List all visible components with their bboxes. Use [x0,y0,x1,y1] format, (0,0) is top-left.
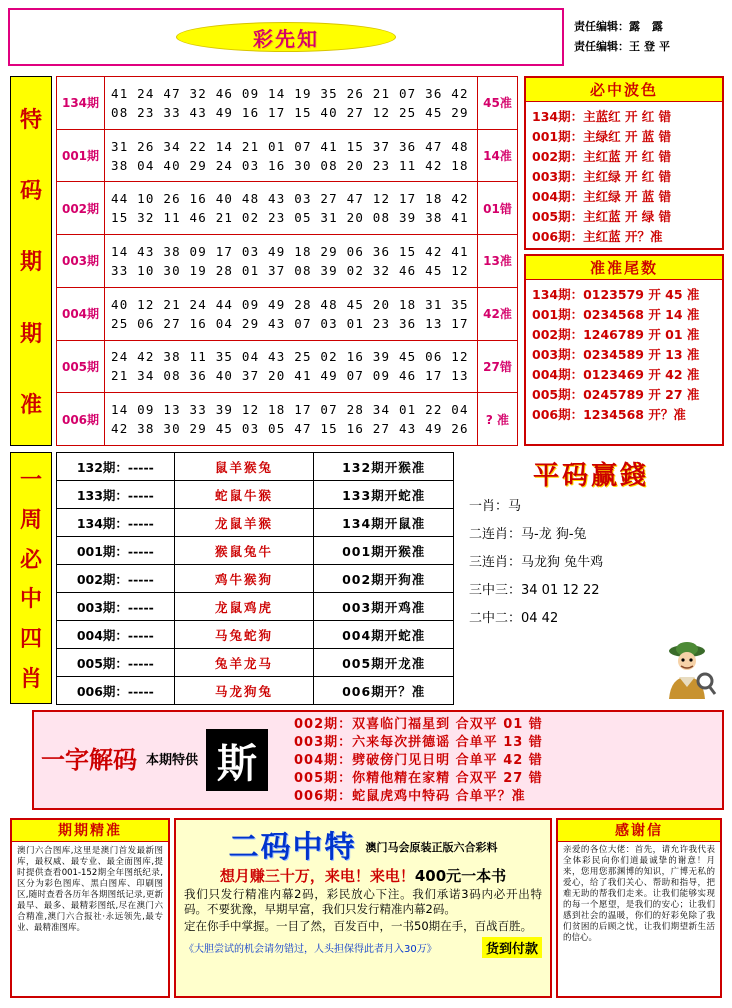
editor-line-2 [574,37,724,57]
page-title: 彩先知 [253,26,319,51]
table-row [57,677,454,705]
row-period: 003期 [57,235,105,288]
pingma-line-5: 二中二：04 42 [469,611,559,626]
bottom-col2-footer-right: 货到付款 [482,937,542,958]
row-numbers-line1: 40 12 21 24 44 09 49 28 48 45 20 18 31 35 [111,296,469,312]
pingma-line-1: 一肖：马 [469,499,522,514]
weishu-line: 002期：1246789 开 01 准 [532,327,700,342]
bottom-col2-footer [176,935,550,960]
weishu-line: 006期：1234568 开？准 [532,407,686,422]
yizi-mid-text: 本期特供 [145,752,198,768]
zhunzhun-weishu-title: 准准尾数 [526,256,722,280]
header-title-panel [8,8,564,66]
vertical-banner-char: 期 [19,250,42,276]
bose-line: 001期：主绿红 开 蓝 错 [532,129,672,144]
vertical-banner-char: 准 [19,392,42,418]
bottom-col2-para2: 定在你手中掌握。一目了然，百发百中，一书50期在手，百战百胜。 [184,919,533,933]
yizi-rows [274,712,722,808]
week-period: 134期：----- [57,509,175,537]
weishu-line: 005期：0245789 开 27 准 [532,387,700,402]
bose-line: 006期：主红蓝 开？准 [532,229,663,244]
yizi-char-wrap [200,712,274,808]
yizi-row: 002期：双喜临门福星到 合双平 01 错 [294,717,543,732]
bose-line: 004期：主红绿 开 蓝 错 [532,189,672,204]
yizi-row: 005期：你精他精在家精 合双平 27 错 [294,771,543,786]
detective-icon [655,637,719,701]
yizi-row: 006期：蛇鼠虎鸡中特码 合单平？准 [294,789,526,804]
row-numbers [105,287,478,340]
table-row [57,509,454,537]
week-animals: 马龙狗兔 [174,677,314,705]
row-period: 001期 [57,129,105,182]
bottom-col2-header [176,820,550,866]
bottom-col2-title: 二码中特 [228,830,357,865]
row-result: ? 准 [478,393,518,446]
header-editor-panel [564,8,724,66]
bottom-col2-headline [176,866,550,886]
bottom-col-ganxiexin [556,818,722,998]
bottom-col2-headline-red: 想月赚三十万，来电！来电！ [219,867,415,885]
table-row [57,453,454,481]
table-row [57,621,454,649]
bottom-col1-body: 澳门六合图库,这里是澳门首发最新图库，最权威、最专业、最全面图库,提时提供查看001-152期全年图纸纪录,区分为彩色图库、黑白图库、印刷图区,随时查看各历年各期图纸记录,更新最早、最多、最精彩图纸,尽在澳门六合精准,澳门六合报社·永远领先,最专业、最精准图库。 [17,846,163,933]
table-row [57,182,518,235]
week-animals: 龙鼠鸡虎 [174,593,314,621]
week-animals: 鼠羊猴兔 [174,453,314,481]
yizi-row: 003期：六来每次拼德谣 合单平 13 错 [294,735,543,750]
zhunzhun-weishu-box [524,254,724,446]
week-period: 006期：----- [57,677,175,705]
yizi-mid-label [144,712,200,808]
week-animals: 鸡牛猴狗 [174,565,314,593]
row-period: 005期 [57,340,105,393]
week-period: 002期：----- [57,565,175,593]
pingma-line-4: 三中三：34 01 12 22 [469,583,600,598]
week-result: 004期开蛇准 [314,621,454,649]
row-numbers-line1: 41 24 47 32 46 09 14 19 35 26 21 07 36 42 [111,85,469,101]
table-row [57,77,518,130]
row-numbers-line1: 14 09 13 33 39 12 18 17 07 28 34 01 22 04 [111,402,469,418]
editor-value-2: 王登平 [629,40,674,53]
zhunzhun-weishu-list [526,280,722,430]
vertical-banner-char: 必 [19,547,42,573]
week-period: 001期：----- [57,537,175,565]
week-result: 006期开？准 [314,677,454,705]
bottom-col3-title: 感谢信 [558,820,720,842]
row-numbers [105,77,478,130]
row-numbers [105,129,478,182]
table-row [57,649,454,677]
row-numbers-line1: 44 10 26 16 40 48 43 03 27 47 12 17 18 42 [111,191,469,207]
weishu-line: 004期：0123469 开 42 准 [532,367,700,382]
week-animals: 猴鼠兔牛 [174,537,314,565]
table-row [57,393,518,446]
bose-line: 134期：主蓝红 开 红 错 [532,109,672,124]
row-numbers [105,393,478,446]
row-numbers [105,235,478,288]
pingma-line-2: 二连肖：马-龙 狗-兔 [469,527,587,542]
week-result: 005期开龙准 [314,649,454,677]
vertical-banner-tema [10,76,52,446]
vertical-banner-char: 期 [19,321,42,347]
week-result: 003期开鸡准 [314,593,454,621]
row-result: 42准 [478,287,518,340]
row-period: 004期 [57,287,105,340]
row-numbers [105,340,478,393]
numbers-table [56,76,518,446]
week-animals: 马兔蛇狗 [174,621,314,649]
row-numbers-line1: 24 42 38 11 35 04 43 25 02 16 39 45 06 12 [111,349,469,365]
row-result: 01错 [478,182,518,235]
row-result: 14准 [478,129,518,182]
vertical-banner-char: 特 [19,108,42,134]
week-period: 003期：----- [57,593,175,621]
pingma-panel [458,452,724,704]
yizi-left-label [34,712,144,808]
vertical-banner-char: 码 [19,179,42,205]
table-row [57,129,518,182]
bottom-col3-body: 亲爱的各位大佬：首先，请允许我代表全体彩民向你们道最诚挚的谢意！月来，您用您那渊博的知识，广博无私的爱心，给了我们关心、帮助和指导，把难无助的帮我们走来。让我们能够实现的每一个愿望，是我们的安心；让我们感到社会的温暖，你们的好彩免除了我们贫困的后顾之忧，让我们期望新生活的信心。 [563,845,715,943]
week-result: 132期开猴准 [314,453,454,481]
table-row [57,537,454,565]
row-numbers-line2: 42 38 30 29 45 03 05 47 15 16 27 43 49 26 [111,421,469,437]
bottom-col1-title: 期期精准 [12,820,168,842]
row-period: 006期 [57,393,105,446]
editor-value-1: 露 露 [629,20,667,33]
row-result: 27错 [478,340,518,393]
row-result: 45准 [478,77,518,130]
table-row [57,287,518,340]
week-animals: 龙鼠羊猴 [174,509,314,537]
pingma-title: 平码赢錢 [532,460,649,491]
row-numbers-line2: 38 04 40 29 24 03 16 30 08 20 23 11 42 18 [111,157,469,173]
yizi-left-text: 一字解码 [41,746,137,774]
row-period: 002期 [57,182,105,235]
bizhong-bose-title: 必中波色 [526,78,722,102]
yizi-row: 004期：劈破傍门见日明 合单平 42 错 [294,753,543,768]
bizhong-bose-list [526,102,722,252]
row-result: 13准 [478,235,518,288]
title-bubble [176,22,396,52]
bose-line: 002期：主红蓝 开 红 错 [532,149,672,164]
editor-line-1 [574,17,724,37]
editor-label-2: 责任编辑： [574,40,629,53]
table-row [57,235,518,288]
bose-line: 005期：主红蓝 开 绿 错 [532,209,672,224]
row-numbers-line2: 25 06 27 16 04 29 43 07 03 01 23 36 13 17 [111,315,469,331]
vertical-banner-char: 一 [19,468,42,494]
bottom-col2-para1: 我们只发行精准内幕2码，彩民放心下注。我们承诺3码内必开出特码。不要犹豫，早期早富，我们只发行精准内幕2码。 [184,887,542,916]
week-result: 001期开猴准 [314,537,454,565]
row-numbers-line1: 14 43 38 09 17 03 49 18 29 06 36 15 42 41 [111,243,469,259]
bizhong-bose-box [524,76,724,250]
vertical-banner-week [10,452,52,704]
vertical-banner-char: 肖 [19,666,42,692]
week-period: 133期：----- [57,481,175,509]
week-animals: 兔羊龙马 [174,649,314,677]
week-animals: 蛇鼠牛猴 [174,481,314,509]
week-table [56,452,454,705]
bottom-col-qiqijingzhun [10,818,170,998]
yizi-char: 斯 [206,729,268,791]
weishu-line: 134期：0123579 开 45 准 [532,287,700,302]
yizi-jiema-box [32,710,724,810]
week-result: 134期开鼠准 [314,509,454,537]
table-row [57,593,454,621]
vertical-banner-char: 周 [19,507,42,533]
bottom-col2-subtitle: 澳门马会原装正版六合彩料 [365,841,498,854]
page-header [8,8,724,66]
bottom-col2-footer-left: 《大胆尝试的机会请勿错过，人头担保得此者月入30万》 [184,944,437,955]
row-period: 134期 [57,77,105,130]
weishu-line: 001期：0234568 开 14 准 [532,307,700,322]
vertical-banner-char: 中 [19,587,42,613]
row-numbers-line2: 21 34 08 36 40 37 20 41 49 07 09 46 17 13 [111,368,469,384]
table-row [57,565,454,593]
row-numbers-line2: 33 10 30 19 28 01 37 08 39 02 32 46 45 12 [111,262,469,278]
table-row [57,340,518,393]
table-row [57,481,454,509]
week-result: 133期开蛇准 [314,481,454,509]
pingma-line-3: 三连肖：马龙狗 兔牛鸡 [469,555,604,570]
bottom-col2-headline-black: 400元一本书 [414,867,507,885]
vertical-banner-char: 四 [19,626,42,652]
row-numbers-line2: 08 23 33 43 49 16 17 15 40 27 12 25 45 29 [111,104,469,120]
row-numbers-line1: 31 26 34 22 14 21 01 07 41 15 37 36 47 48 [111,138,469,154]
week-period: 132期：----- [57,453,175,481]
weishu-line: 003期：0234589 开 13 准 [532,347,700,362]
editor-label-1: 责任编辑： [574,20,629,33]
bose-line: 003期：主红绿 开 红 错 [532,169,672,184]
row-numbers [105,182,478,235]
week-result: 002期开狗准 [314,565,454,593]
bottom-col-ermazhongte [174,818,552,998]
week-period: 005期：----- [57,649,175,677]
row-numbers-line2: 15 32 11 46 21 02 23 05 31 20 08 39 38 41 [111,210,469,226]
week-period: 004期：----- [57,621,175,649]
bottom-panels [10,818,722,998]
